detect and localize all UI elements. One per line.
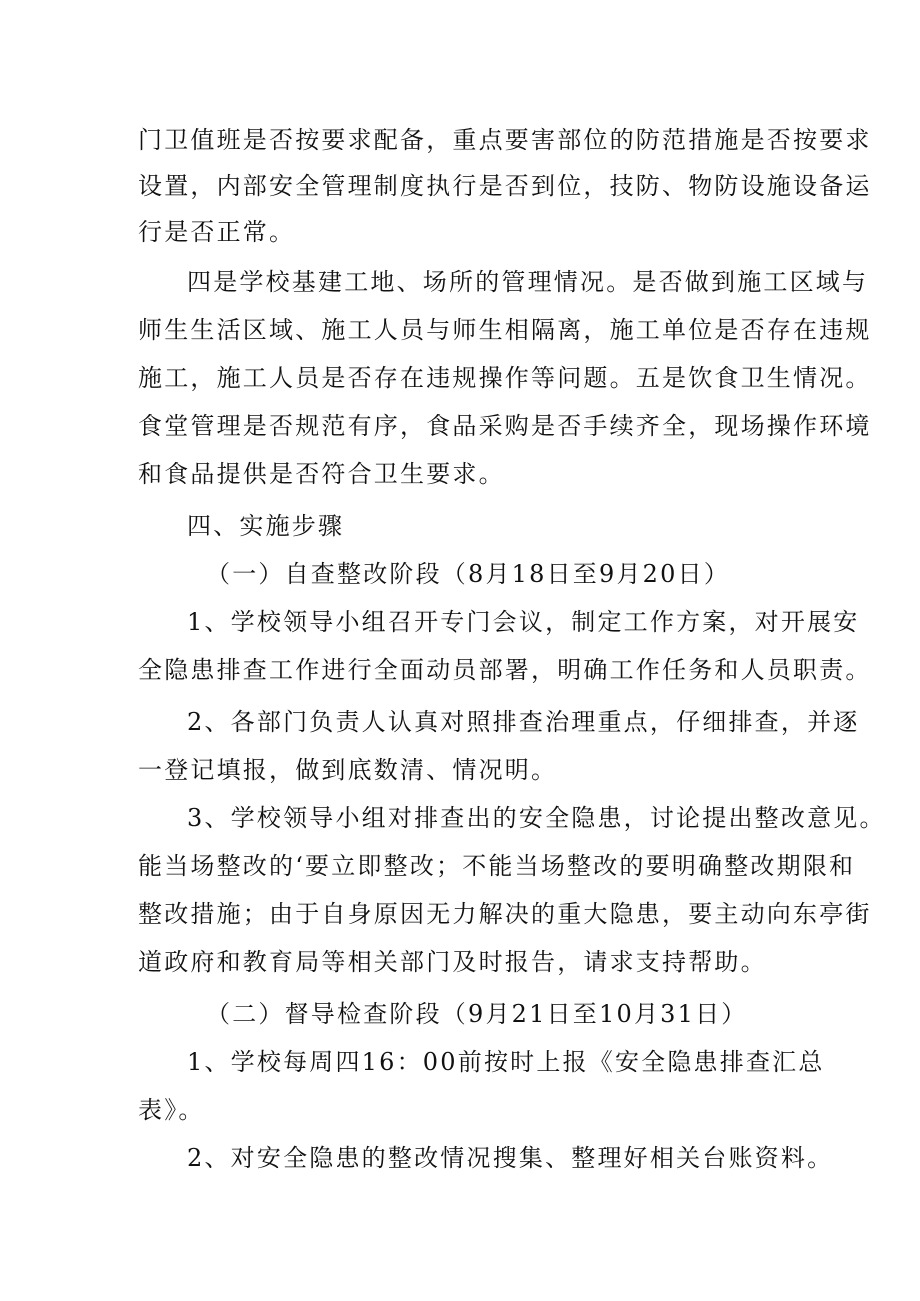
s1-item3-line-3: 整改措施；由于自身原因无力解决的重大隐患，要主动向东亭街 — [138, 900, 872, 928]
p1-line-1: 门卫值班是否按要求配备，重点要害部位的防范措施是否按要求 — [138, 126, 872, 154]
p2-line-1: 四是学校基建工地、场所的管理情况。是否做到施工区域与 — [187, 268, 869, 296]
p1-line-3: 行是否正常。 — [138, 218, 296, 246]
stage-2-heading: （二）督导检查阶段（9月21日至10月31日） — [206, 1000, 748, 1028]
s2-item1-line-2: 表》。 — [138, 1096, 205, 1124]
p2-line-3: 施工，施工人员是否存在违规操作等问题。五是饮食卫生情况。 — [138, 364, 872, 392]
s1-item1-line-1: 1、学校领导小组召开专门会议，制定工作方案，对开展安 — [187, 608, 860, 636]
s1-item2-line-1: 2、各部门负责人认真对照排查治理重点，仔细排查，并逐 — [187, 708, 860, 736]
p2-line-2: 师生生活区域、施工人员与师生相隔离，施工单位是否存在违规 — [138, 316, 872, 344]
s1-item3-line-2: 能当场整改的‘要立即整改；不能当场整改的要明确整改期限和 — [138, 852, 856, 880]
s1-item2-line-2: 一登记填报，做到底数清、情况明。 — [138, 756, 558, 784]
s2-item1-line-1: 1、学校每周四16：00前按时上报《安全隐患排查汇总 — [187, 1048, 825, 1076]
section-heading: 四、实施步骤 — [187, 512, 345, 540]
s1-item1-line-2: 全隐患排查工作进行全面动员部署，明确工作任务和人员职责。 — [138, 656, 872, 684]
s1-item3-line-4: 道政府和教育局等相关部门及时报告，请求支持帮助。 — [138, 948, 767, 976]
stage-1-heading: （一）自查整改阶段（8月18日至9月20日） — [206, 560, 731, 588]
s1-item3-line-1: 3、学校领导小组对排查出的安全隐患，讨论提出整改意见。 — [187, 804, 886, 832]
p2-line-5: 和食品提供是否符合卫生要求。 — [138, 460, 505, 488]
s2-item2-line-1: 2、对安全隐患的整改情况搜集、整理好相关台账资料。 — [187, 1144, 834, 1172]
p2-line-4: 食堂管理是否规范有序，食品采购是否手续齐全，现场操作环境 — [138, 412, 872, 440]
p1-line-2: 设置，内部安全管理制度执行是否到位，技防、物防设施设备运 — [138, 172, 872, 200]
